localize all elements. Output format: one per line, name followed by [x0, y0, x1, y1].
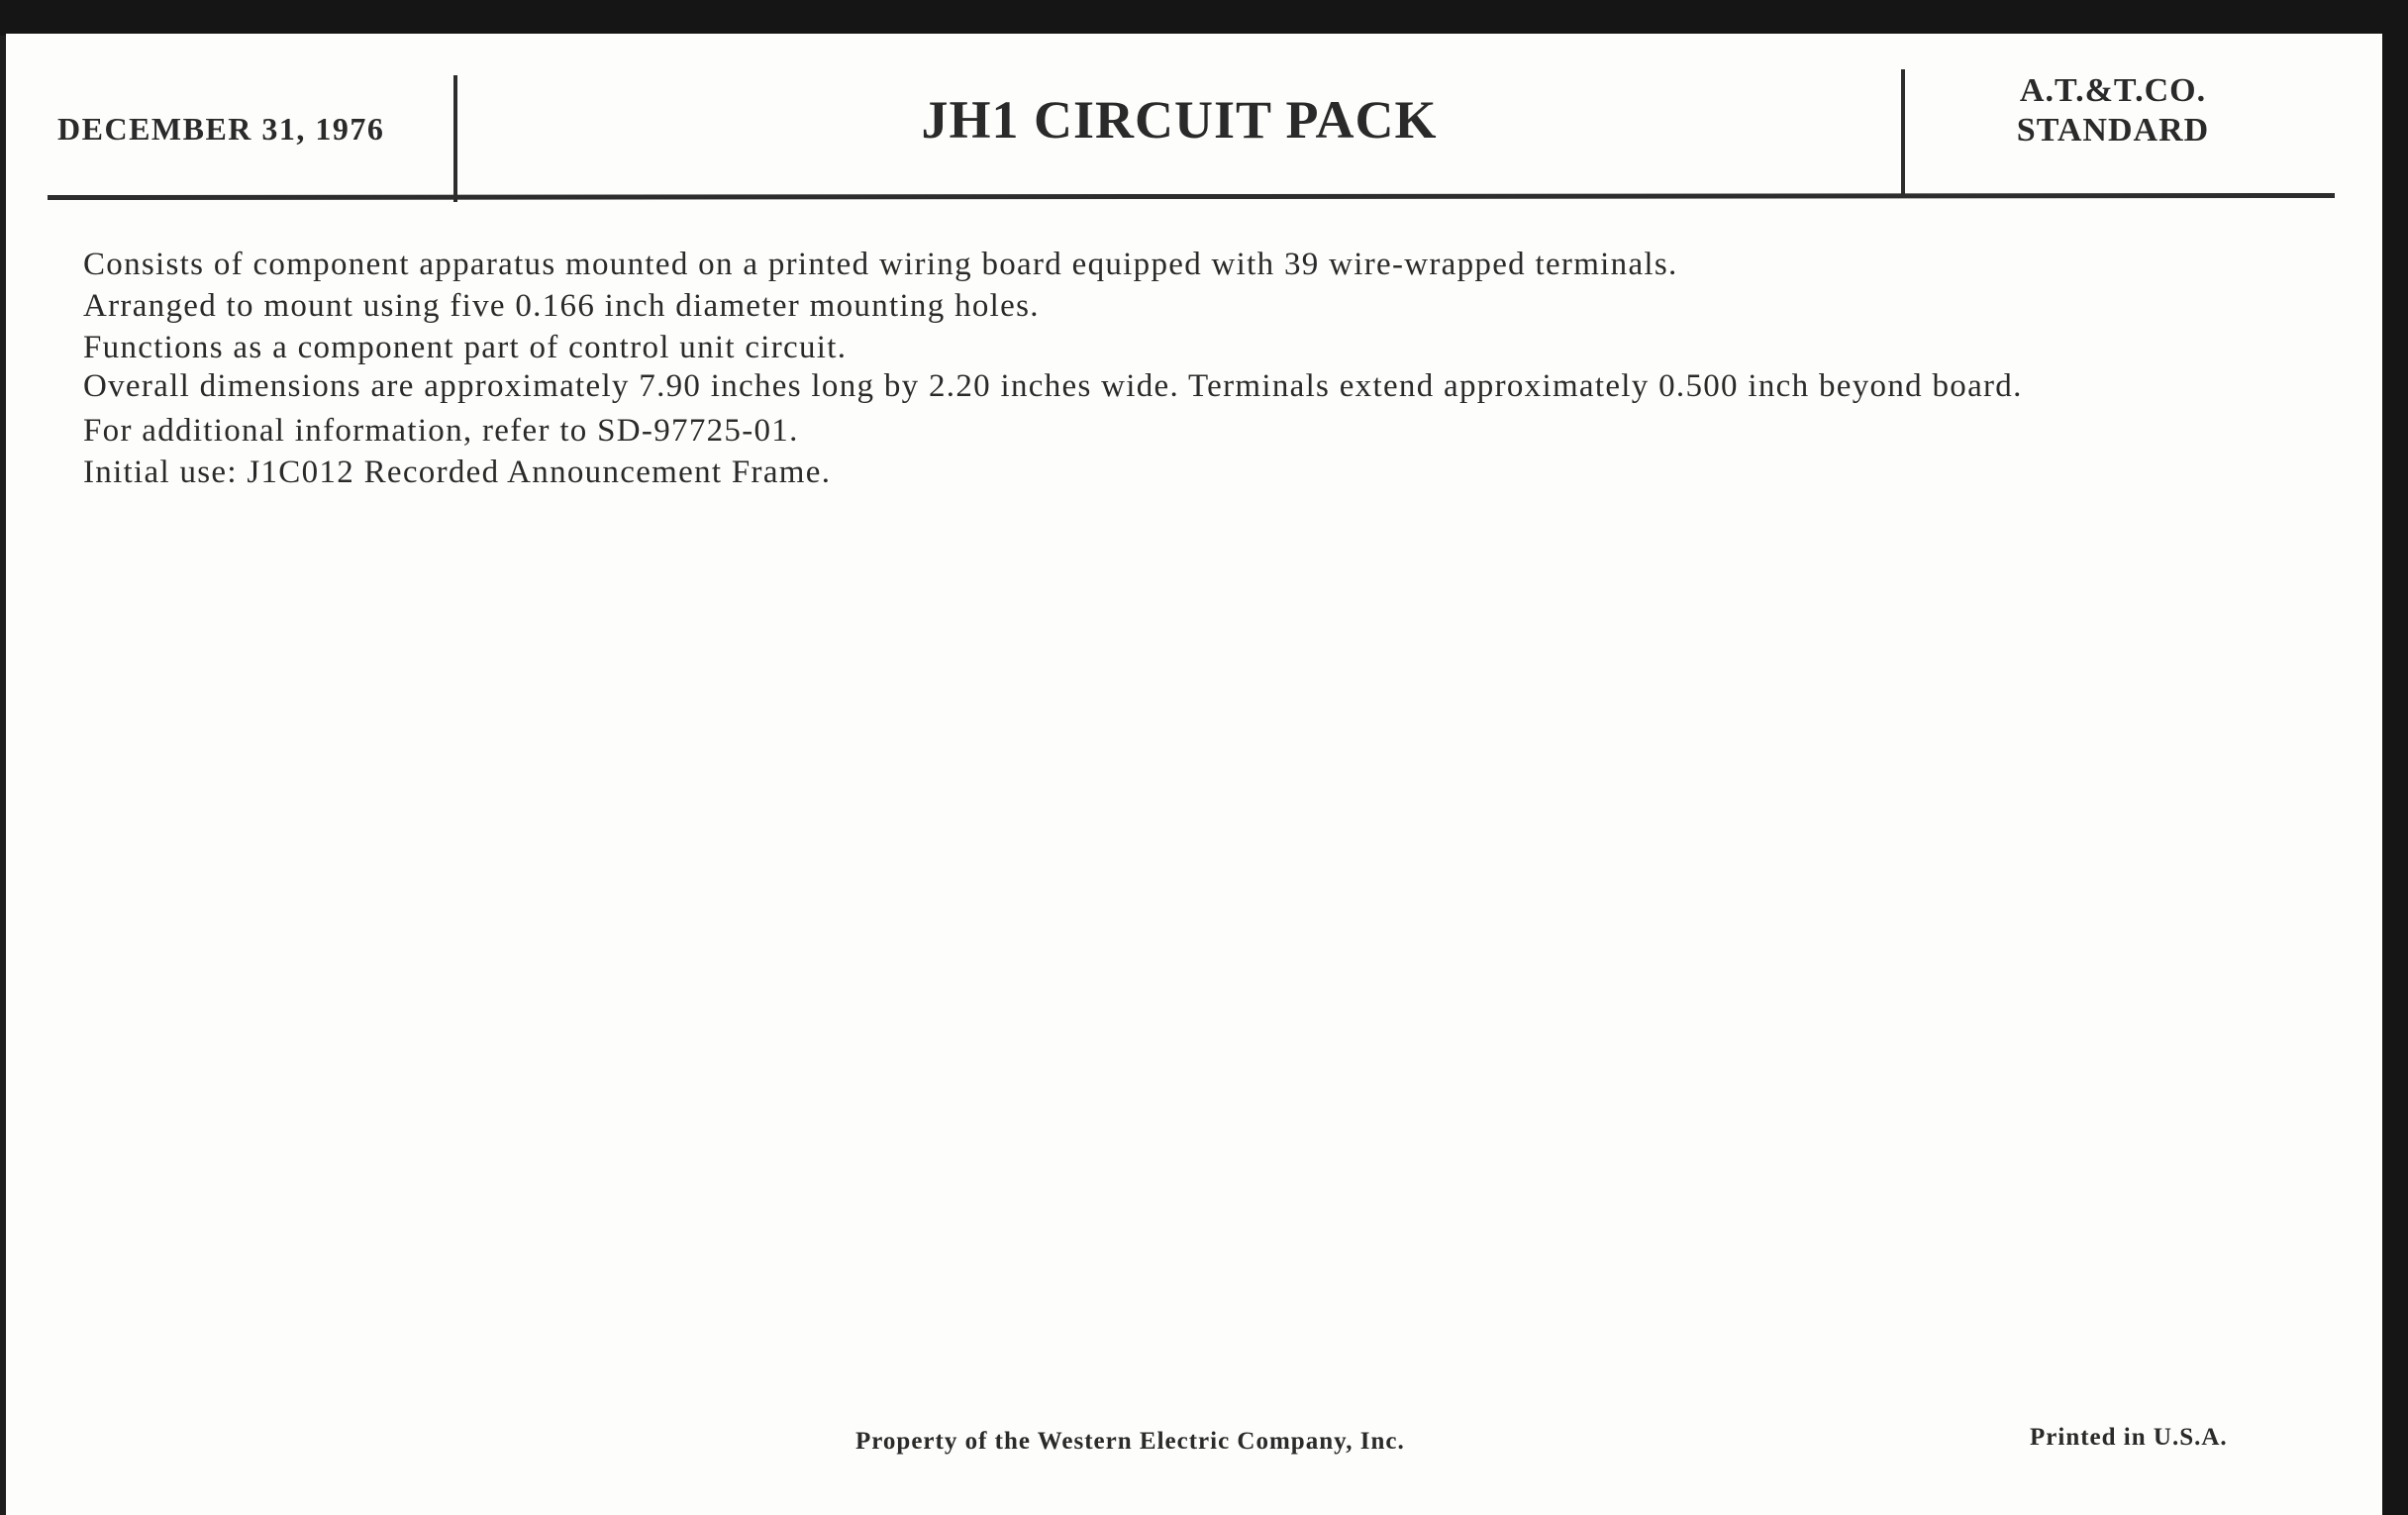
card-title: JH1 CIRCUIT PACK [921, 90, 1438, 150]
scan-top-edge [0, 0, 2408, 36]
body-line-dimensions: Overall dimensions are approximately 7.90 inches long by 2.20 inches wide. Terminals extend approximately 0.500 inch beyond board. [83, 368, 2023, 404]
card-body [83, 244, 2291, 493]
body-line-mounting: Arranged to mount using five 0.166 inch diameter mounting holes. [83, 288, 1040, 324]
body-line-construction: Consists of component apparatus mounted on a printed wiring board equipped with 39 wire-wrapped terminals. [83, 247, 1678, 282]
standard-mark [1905, 71, 2321, 151]
footer-printed: Printed in U.S.A. [2030, 1424, 2228, 1451]
footer-property: Property of the Western Electric Company, Inc. [855, 1428, 1405, 1455]
standard-line-1: A.T.&T.CO. [2019, 72, 2207, 109]
scan-right-edge [2380, 0, 2408, 1515]
card-date: DECEMBER 31, 1976 [57, 111, 385, 147]
body-line-initial-use: Initial use: J1C012 Recorded Announcement Frame. [83, 454, 832, 490]
header-rule [48, 193, 2335, 200]
standard-card [6, 34, 2382, 1515]
body-line-reference: For additional information, refer to SD-97725-01. [83, 413, 799, 449]
standard-line-2: STANDARD [2016, 112, 2210, 149]
body-line-function: Functions as a component part of control unit circuit. [83, 330, 848, 365]
